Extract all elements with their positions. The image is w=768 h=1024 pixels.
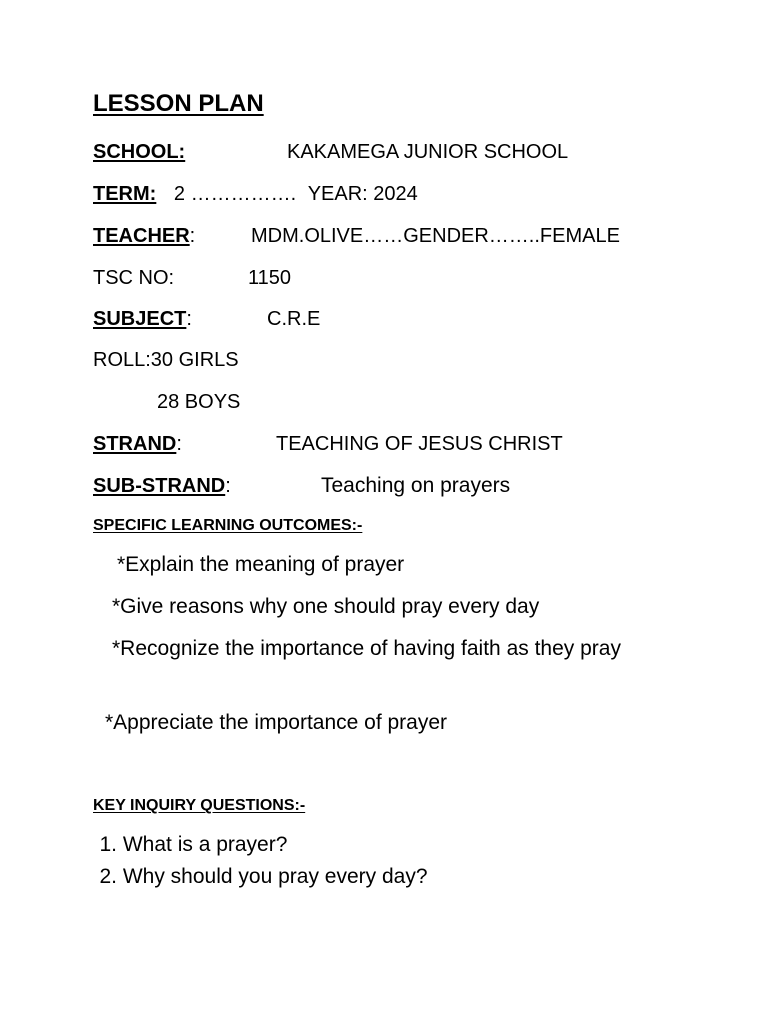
outcomes-heading: SPECIFIC LEARNING OUTCOMES:-	[93, 517, 363, 534]
question-item	[93, 865, 428, 889]
school-label: SCHOOL:	[93, 141, 186, 163]
roll-girls: ROLL:30 GIRLS	[93, 349, 239, 371]
questions-heading: KEY INQUIRY QUESTIONS:-	[93, 797, 306, 814]
strand-colon: :	[176, 433, 182, 455]
school-value: KAKAMEGA JUNIOR SCHOOL	[287, 141, 569, 163]
sub-strand-row	[93, 474, 511, 498]
question-text: Why should you pray every day?	[122, 865, 428, 888]
outcome-item: *Give reasons why one should pray every day	[112, 595, 540, 618]
sub-strand-colon: :	[225, 475, 231, 497]
subject-label: SUBJECT	[93, 308, 187, 330]
subject-row	[93, 307, 321, 331]
strand-label: STRAND	[93, 433, 177, 455]
tsc-row	[93, 266, 292, 290]
teacher-value: MDM.OLIVE……GENDER……..FEMALE	[251, 225, 620, 247]
teacher-row	[93, 224, 620, 248]
strand-row	[93, 432, 563, 456]
school-row	[93, 140, 569, 164]
year-text: YEAR: 2024	[307, 183, 418, 205]
term-value: 2 …………….	[173, 183, 297, 205]
question-number: 1.	[99, 833, 117, 856]
outcome-item: *Appreciate the importance of prayer	[105, 711, 448, 734]
term-label: TERM:	[93, 183, 157, 205]
teacher-colon: :	[189, 225, 196, 247]
outcome-item: *Explain the meaning of prayer	[117, 553, 405, 576]
tsc-label: TSC NO:	[93, 267, 175, 289]
page-title: LESSON PLAN	[93, 90, 264, 117]
term-row	[93, 182, 418, 206]
subject-value: C.R.E	[267, 308, 321, 330]
outcome-item: *Recognize the importance of having faith as they pray	[112, 637, 621, 660]
teacher-label: TEACHER	[93, 225, 190, 247]
strand-value: TEACHING OF JESUS CHRIST	[276, 433, 563, 455]
subject-colon: :	[186, 308, 192, 330]
sub-strand-value: Teaching on prayers	[321, 474, 511, 497]
question-number: 2.	[99, 865, 117, 888]
sub-strand-label: SUB-STRAND	[93, 475, 226, 497]
question-text: What is a prayer?	[122, 833, 288, 856]
tsc-value: 1150	[248, 267, 292, 289]
roll-boys: 28 BOYS	[157, 391, 241, 413]
question-item	[93, 833, 287, 857]
